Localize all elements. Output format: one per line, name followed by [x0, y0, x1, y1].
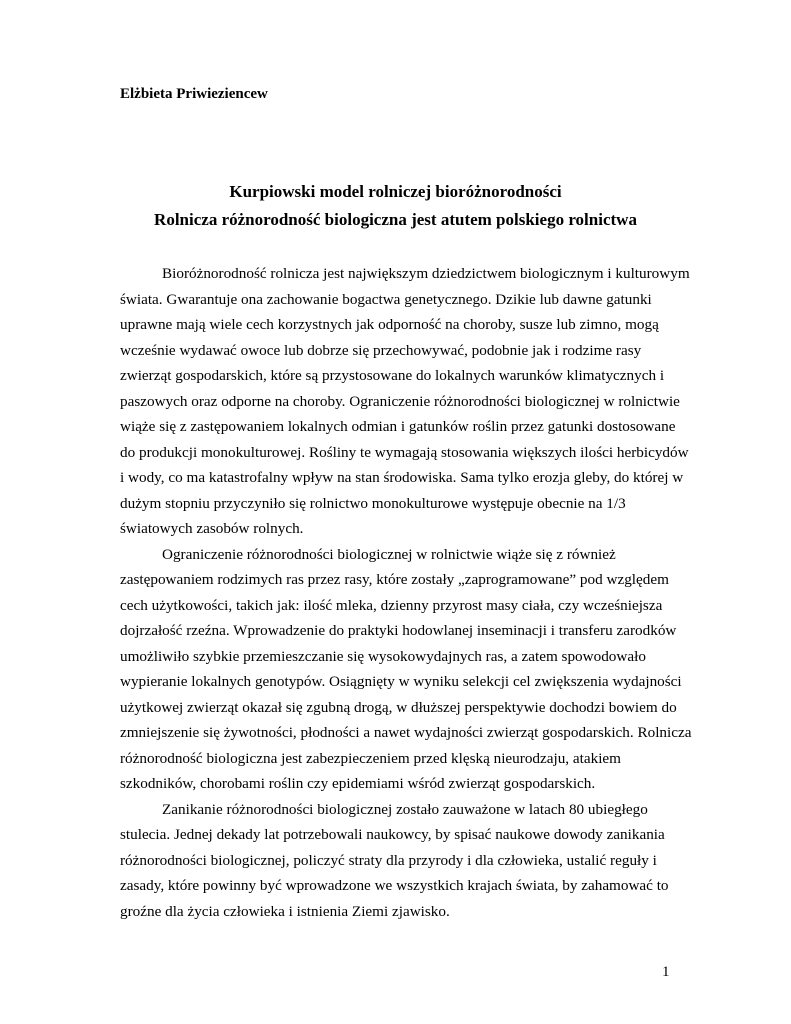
text-line: stulecia. Jednej dekady lat potrzebowali naukowcy, by spisać naukowe dowody zanikania: [120, 826, 665, 843]
text-line: i wody, co ma katastrofalny wpływ na stan środowiska. Sama tylko erozja gleby, do której w: [120, 469, 684, 486]
page-number: 1: [662, 964, 670, 980]
text-line: świata. Gwarantuje ona zachowanie bogactwa genetycznego. Dzikie lub dawne gatunki: [120, 290, 652, 308]
author-name: Elżbieta Priwieziencew: [120, 86, 268, 102]
text-line: do produkcji monokulturowej. Rośliny te wymagają stosowania większych ilości herbicydów: [120, 443, 689, 461]
text-line: zastępowaniem rodzimych ras przez rasy, które zostały „zaprogramowane” pod względem: [120, 571, 669, 588]
text-line: wiąże się z zastępowaniem lokalnych odmian i gatunków roślin przez gatunki dostosowane: [120, 418, 676, 435]
paragraph-2: [120, 542, 692, 797]
title-block: [0, 178, 791, 234]
text-line: groźne dla życia człowieka i istnienia Ziemi zjawisko.: [120, 902, 450, 920]
text-line: uprawne mają wiele cech korzystnych jak odporność na choroby, susze lub zimno, mogą: [120, 316, 659, 333]
text-line: cech użytkowości, takich jak: ilość mleka, dzienny przyrost masy ciała, czy wcześniejsza: [120, 596, 663, 614]
body-text: [120, 261, 692, 924]
text-line: Bioróżnorodność rolnicza jest największym dziedzictwem biologicznym i kulturowym: [162, 265, 690, 282]
text-line: umożliwiło szybkie przemieszczanie się wysokowydajnych ras, a zatem spowodowało: [120, 647, 646, 665]
text-line: różnorodność biologiczna jest zabezpieczeniem przed klęską nieurodzaju, atakiem: [120, 749, 621, 767]
subtitle: Rolnicza różnorodność biologiczna jest atutem polskiego rolnictwa: [154, 210, 637, 229]
text-line: zwierząt gospodarskich, które są przystosowane do lokalnych warunków klimatycznych i: [120, 367, 665, 384]
text-line: użytkowej zwierząt okazał się zgubną drogą, w dłuższej perspektywie dochodzi bowiem do: [120, 698, 677, 716]
text-line: wypieranie lokalnych genotypów. Osiągnięty w wyniku selekcji cel zwiększenia wydajności: [120, 673, 682, 690]
text-line: dużym stopniu przyczyniło się rolnictwo monokulturowe występuje obecnie na 1/3: [120, 494, 626, 512]
main-title: Kurpiowski model rolniczej bioróżnorodności: [229, 182, 562, 201]
text-line: różnorodności biologicznej, policzyć straty dla przyrody i dla człowieka, ustalić reguły i: [120, 851, 657, 869]
text-line: zmniejszenie się żywotności, płodności a nawet wydajności zwierząt gospodarskich. Rolnicza: [120, 724, 692, 741]
text-line: wcześnie wydawać owoce lub dobrze się przechowywać, podobnie jak i rodzime rasy: [120, 341, 642, 359]
text-line: Zanikanie różnorodności biologicznej zostało zauważone w latach 80 ubiegłego: [162, 800, 648, 818]
paragraph-3: [120, 797, 680, 925]
text-line: szkodników, chorobami roślin czy epidemiami wśród zwierząt gospodarskich.: [120, 775, 596, 792]
text-line: zasady, które powinny być wprowadzone we wszystkich krajach świata, by zahamować to: [120, 877, 669, 894]
text-line: Ograniczenie różnorodności biologicznej w rolnictwie wiąże się z również: [162, 545, 616, 563]
text-line: dojrzałość rzeźna. Wprowadzenie do praktyki hodowlanej inseminacji i transferu zarodków: [120, 622, 677, 639]
paragraph-1: [120, 261, 690, 542]
text-line: światowych zasobów rolnych.: [120, 520, 304, 537]
text-line: paszowych oraz odporne na choroby. Ograniczenie różnorodności biologicznej w rolnictwie: [120, 392, 680, 410]
